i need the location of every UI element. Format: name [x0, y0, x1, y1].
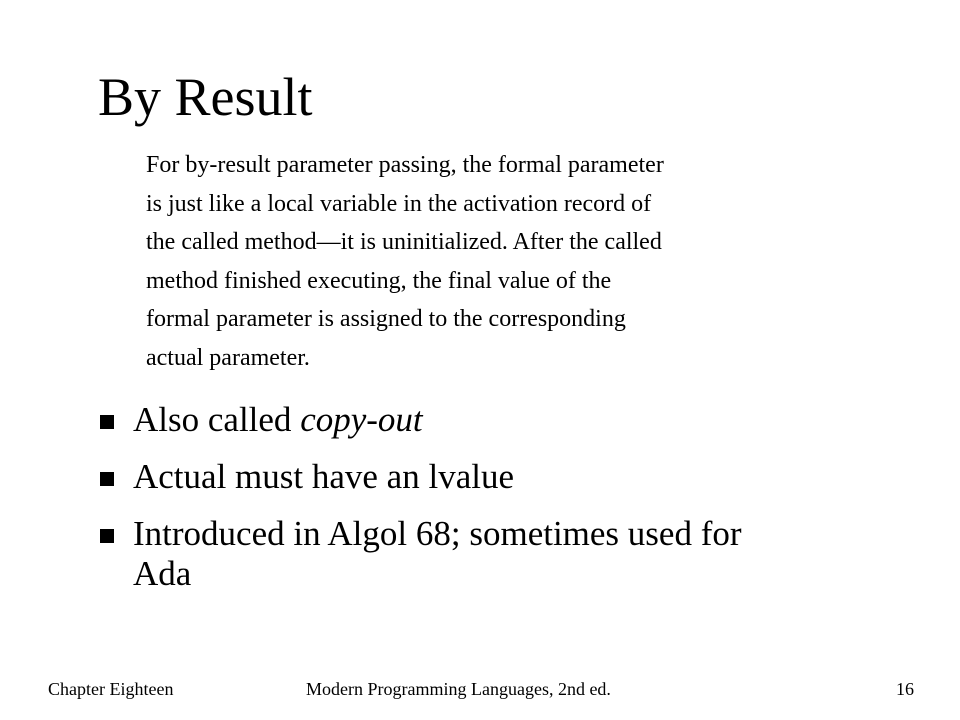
bullet-item-copy-out: [100, 400, 742, 440]
bullet-emphasis: copy-out: [300, 400, 423, 439]
bullet-text: Ada: [133, 554, 192, 593]
definition-line: actual parameter.: [146, 344, 310, 371]
square-bullet-icon: [100, 415, 114, 429]
square-bullet-icon: [100, 529, 114, 543]
bullet-text: Actual must have an lvalue: [133, 457, 514, 496]
square-bullet-icon: [100, 472, 114, 486]
slide-title: By Result: [98, 67, 313, 127]
footer-page-number: 16: [896, 679, 914, 699]
footer-book-title: Modern Programming Languages, 2nd ed.: [306, 679, 611, 699]
definition-box: [146, 146, 664, 377]
definition-line: method finished executing, the final value of the: [146, 267, 612, 294]
definition-line: is just like a local variable in the activation record of: [146, 190, 652, 217]
bullet-item-algol: [100, 514, 742, 594]
definition-line: For by-result parameter passing, the formal parameter: [146, 152, 664, 178]
bullet-text: Also called: [133, 400, 301, 439]
bullet-text: Introduced in Algol 68; sometimes used for: [133, 514, 742, 553]
definition-line: formal parameter is assigned to the corresponding: [146, 306, 626, 332]
footer-chapter: Chapter Eighteen: [48, 679, 174, 699]
definition-line: the called method—it is uninitialized. After the called: [146, 229, 662, 255]
bullet-list: [100, 400, 742, 611]
bullet-item-lvalue: [100, 457, 742, 497]
